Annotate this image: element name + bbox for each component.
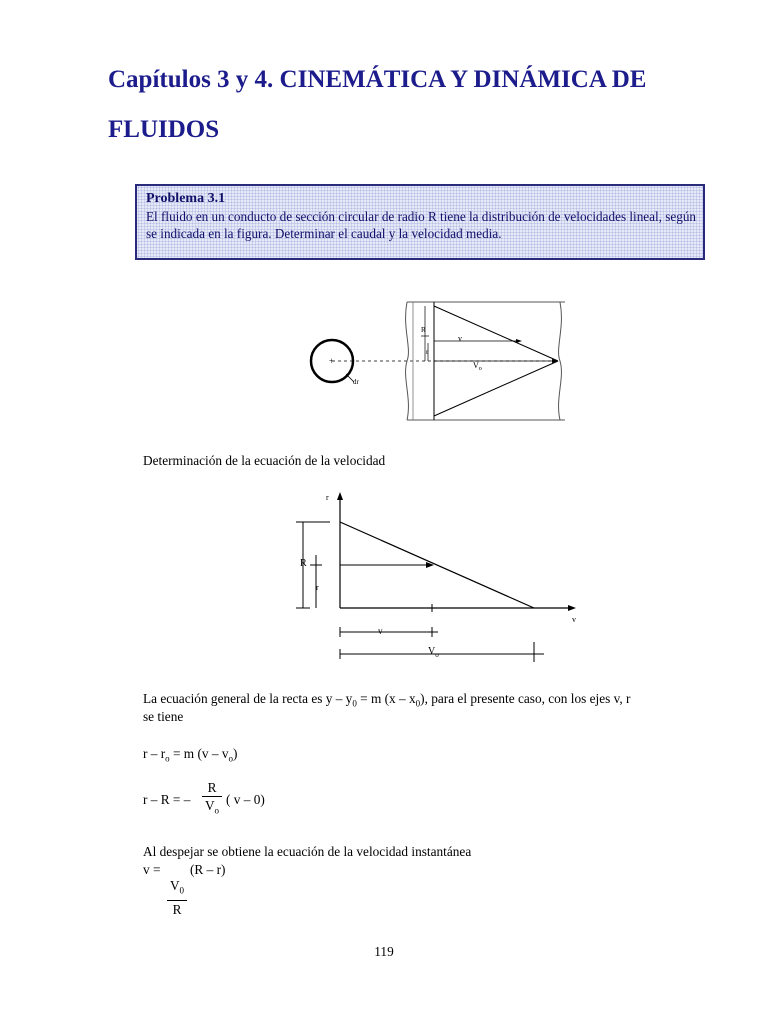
label-v: v <box>458 334 462 343</box>
axis-label-v: v <box>572 615 576 624</box>
problem-statement: El fluido en un conducto de sección circular de radio R tiene la distribución de velocidades lineal, según se indicada en la figura. Determinar el caudal y la velocidad media. <box>146 209 697 241</box>
chapter-title-line1: Capítulos 3 y 4. CINEMÁTICA Y DINÁMICA DE <box>108 66 647 93</box>
velocity-equation-heading: Determinación de la ecuación de la velocidad <box>143 453 386 468</box>
general-line-equation-text-cont: se tiene <box>143 709 184 724</box>
label-r-dim: r <box>316 583 319 592</box>
figure-pipe-velocity-profile <box>280 288 580 428</box>
label-Vo: $V_o$ <box>473 361 482 372</box>
equation-point-slope: $r - r_o = m$ $(v - v_o)$ <box>143 746 238 764</box>
problem-title: Problema 3.1 <box>146 191 226 206</box>
label-r: r <box>426 348 429 356</box>
figure-linear-velocity-profile <box>258 486 598 666</box>
instantaneous-velocity-text: Al despejar se obtiene la ecuación de la velocidad instantánea <box>143 844 472 859</box>
label-R-dim: R <box>300 558 307 569</box>
label-v-dim: v <box>378 626 383 636</box>
page-number: 119 <box>374 944 394 959</box>
label-Vo-dim: $V_o$ <box>428 646 439 659</box>
equation-velocity-fraction: $V_0$ R <box>167 878 187 917</box>
label-dr: dr <box>353 378 359 386</box>
center-mark: + <box>329 356 335 366</box>
axis-label-r: r <box>326 493 329 502</box>
label-R: R <box>421 326 426 334</box>
equation-velocity-right: (R – r) <box>190 862 226 877</box>
problem-box <box>135 184 705 260</box>
chapter-title-line2: FLUIDOS <box>108 116 220 143</box>
equation-velocity-left: v = <box>143 862 161 877</box>
equation-r-minus-R-fraction: R $V_o$ <box>202 780 222 819</box>
equation-r-minus-R-left: r – R = – <box>143 792 191 807</box>
general-line-equation-text: La ecuación general de la recta es $y - y_0 = m$ $(x - x_0)$, para el presente caso, con los ejes v, r <box>143 691 631 709</box>
equation-r-minus-R-right: ( v – 0) <box>226 792 265 807</box>
